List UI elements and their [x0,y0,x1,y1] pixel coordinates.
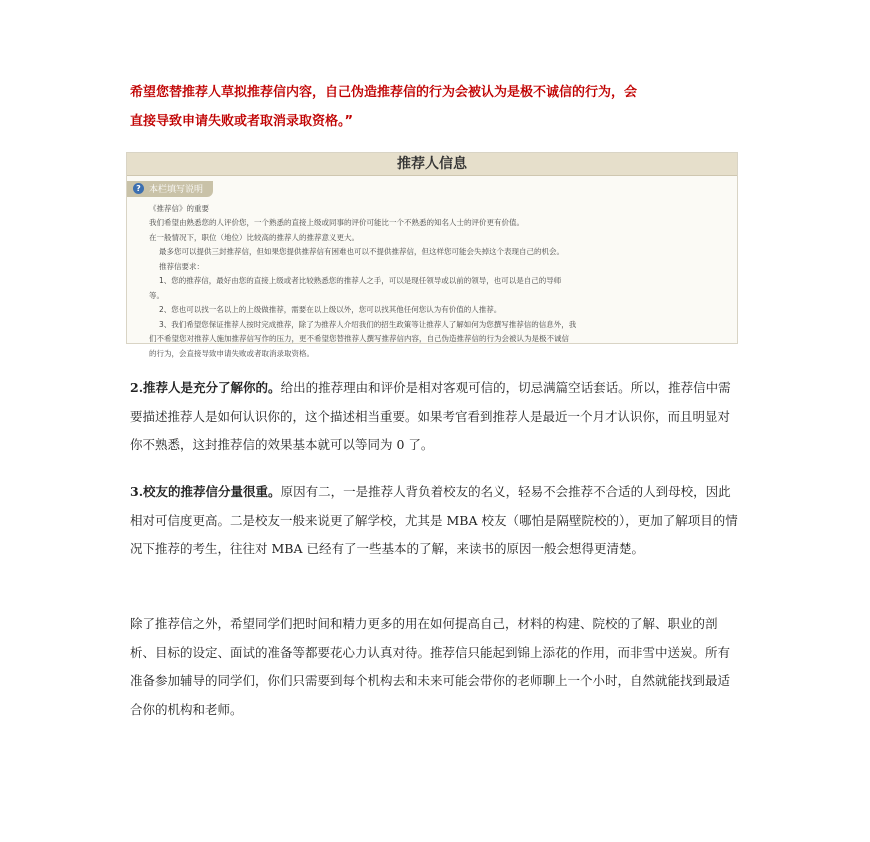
paragraph-point-3-lead: 3.校友的推荐信分量很重。 [130,484,281,499]
instruction-line: 我们希望由熟悉您的人评价您，一个熟悉的直接上级或同事的评价可能比一个不熟悉的知名人士的评价更有价值。 [149,218,524,227]
question-icon: ? [133,183,144,194]
instructions-body [127,197,737,361]
instructions-tab-label: 本栏填写说明 [149,185,204,195]
instruction-line: 的行为，会直接导致申请失败或者取消录取资格。 [149,348,314,358]
form-title: 推荐人信息 [127,153,737,176]
paragraph-conclusion-text: 除了推荐信之外，希望同学们把时间和精力更多的用在如何提高自己，材料的构建、院校的了解、职业的剖析、目标的设定、面试的准备等都要花心力认真对待。推荐信只能起到锦上添花的作用，而非雪中送炭。所有准备参加辅导的同学们，你们只需要到每个机构去和未来可能会带你的老师聊上一个小时，自然就能找到最适合你的机构和老师。 [130,616,731,717]
instruction-line: 3、我们希望您保证推荐人按时完成推荐，除了为推荐人介绍我们的招生政策等让推荐人了解如何为您撰写推荐信的信息外，我 [159,319,577,329]
paragraph-conclusion [130,610,742,724]
instruction-line: 推荐信要求： [159,261,204,271]
instruction-line: 2、您也可以找一名以上的上级做推荐，需要在以上级以外，您可以找其他任何您认为有价值的人推荐。 [159,305,502,314]
warning-quote-line-1: 希望您替推荐人草拟推荐信内容，自己伪造推荐信的行为会被认为是极不诚信的行为，会 [130,85,638,100]
instruction-line: 《推荐信》的重要 [149,203,209,213]
warning-quote-line-2: 直接导致申请失败或者取消录取资格。” [130,114,354,129]
instructions-tab [127,181,213,197]
paragraph-point-3-text: 原因有二，一是推荐人背负着校友的名义，轻易不会推荐不合适的人到母校，因此相对可信度更高。二是校友一般来说更了解学校，尤其是 MBA 校友（哪怕是隔壁院校的），更加了解项目的情况下推荐的考生，往往对 MBA 已经有了一些基本的了解，来读书的原因一般会想得更清楚。 [130,484,738,556]
instruction-line: 等。 [149,290,164,300]
paragraph-point-2-lead: 2.推荐人是充分了解你的。 [130,380,281,395]
instruction-line: 们不希望您对推荐人施加推荐信写作的压力，更不希望您替推荐人撰写推荐信内容，自己伪造推荐信的行为会被认为是极不诚信 [149,334,569,343]
paragraph-point-2-text: 给出的推荐理由和评价是相对客观可信的，切忌满篇空话套话。所以，推荐信中需要描述推荐人是如何认识你的，这个描述相当重要。如果考官看到推荐人是最近一个月才认识你，而且明显对你不熟悉，这封推荐信的效果基本就可以等同为 0 了。 [130,380,731,452]
paragraph-point-3 [130,478,742,564]
instruction-line: 在一般情况下，职位（地位）比较高的推荐人的推荐意义更大。 [149,232,359,242]
paragraph-point-2 [130,374,742,460]
instruction-line: 最多您可以提供三封推荐信，但如果您提供推荐信有困难也可以不提供推荐信，但这样您可能会失掉这个表现自己的机会。 [159,247,564,256]
embedded-form-screenshot [126,152,738,358]
warning-quote [130,78,740,136]
instruction-line: 1、您的推荐信，最好由您的直接上级或者比较熟悉您的推荐人之手，可以是现任领导或以前的领导，也可以是自己的导师 [159,276,562,285]
